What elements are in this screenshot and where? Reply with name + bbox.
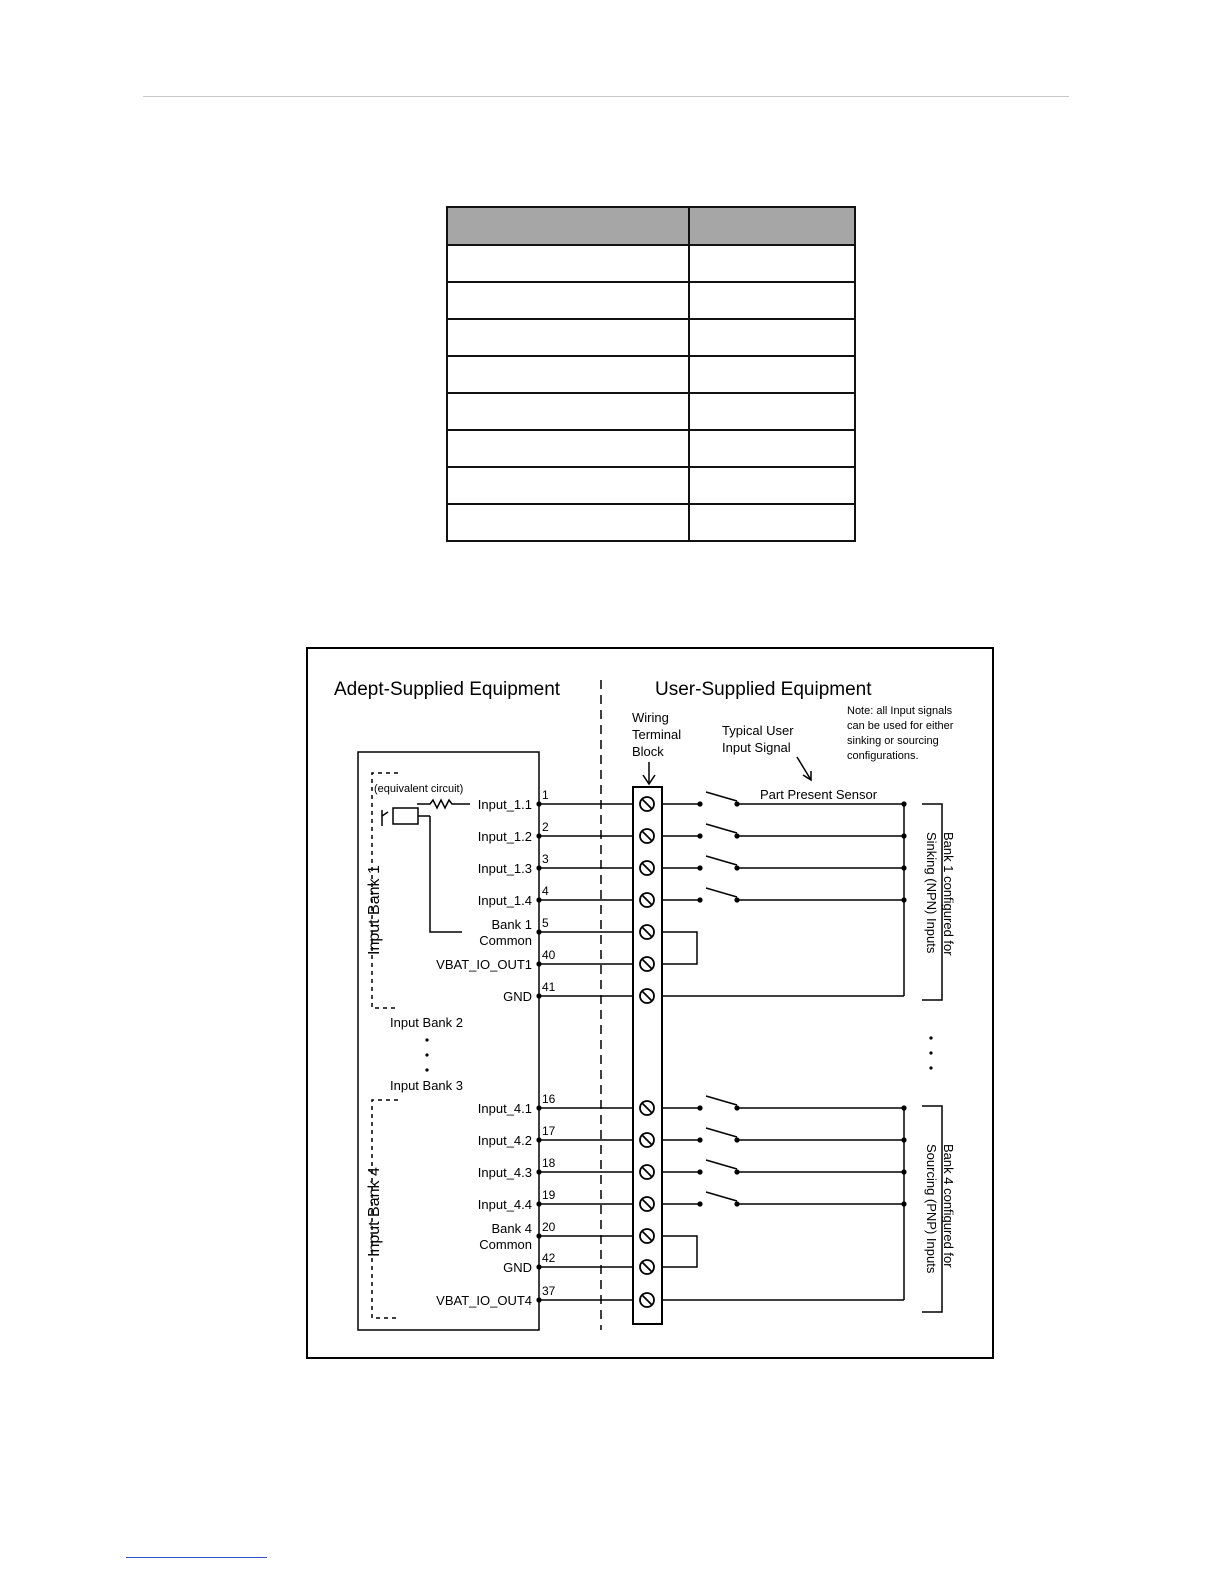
bank1-config-line1: Bank 1 configured for bbox=[941, 832, 956, 956]
switch-contact-dot bbox=[697, 1169, 702, 1174]
bank4-pin-number: 20 bbox=[542, 1220, 556, 1234]
bank4-signal-label: Input_4.2 bbox=[477, 1133, 532, 1148]
connection-dot bbox=[536, 1105, 541, 1110]
switch-contact-dot bbox=[734, 1169, 739, 1174]
connection-dot bbox=[536, 961, 541, 966]
ellipsis-dot bbox=[929, 1036, 932, 1039]
bank1-pin-number: 1 bbox=[542, 788, 549, 802]
bank4-jumper bbox=[662, 1236, 697, 1267]
bank4-config-line1: Bank 4 configured for bbox=[941, 1144, 956, 1268]
bank1-signal-label: Bank 1 bbox=[491, 917, 532, 932]
bank4-pin-number: 16 bbox=[542, 1092, 556, 1106]
switch-contact-dot bbox=[734, 833, 739, 838]
switch-lever-icon bbox=[706, 1096, 737, 1105]
terminal-label-line3: Block bbox=[632, 744, 664, 759]
bank3-text: Input Bank 3 bbox=[390, 1078, 463, 1093]
terminal-label-line1: Wiring bbox=[632, 710, 669, 725]
connection-dot bbox=[536, 833, 541, 838]
bank4-signal-label: GND bbox=[503, 1260, 532, 1275]
connection-dot bbox=[536, 1169, 541, 1174]
bank4-signal-label: Input_4.3 bbox=[477, 1165, 532, 1180]
switch-contact-dot bbox=[697, 833, 702, 838]
switch-lever-icon bbox=[706, 824, 737, 833]
bank4-pin-number: 42 bbox=[542, 1251, 556, 1265]
switch-contact-dot bbox=[697, 865, 702, 870]
switch-lever-icon bbox=[706, 1160, 737, 1169]
switch-contact-dot bbox=[697, 1105, 702, 1110]
bank1-pin-number: 40 bbox=[542, 948, 556, 962]
bank4-pin-number: 37 bbox=[542, 1284, 556, 1298]
bank1-pin-number: 3 bbox=[542, 852, 549, 866]
ellipsis-dot bbox=[425, 1053, 428, 1056]
rail-junction-dot bbox=[901, 1137, 906, 1142]
bank4-pin-number: 17 bbox=[542, 1124, 556, 1138]
rail-junction-dot bbox=[901, 1201, 906, 1206]
bank4-signal-label: Input_4.4 bbox=[477, 1197, 532, 1212]
note-line1: Note: all Input signals bbox=[847, 705, 953, 717]
typical-label-line2: Input Signal bbox=[722, 740, 791, 755]
bank1-signal-label: VBAT_IO_OUT1 bbox=[436, 957, 532, 972]
bank1-config-line2: Sinking (NPN) Inputs bbox=[924, 832, 939, 954]
switch-contact-dot bbox=[697, 801, 702, 806]
connection-dot bbox=[536, 1297, 541, 1302]
ellipsis-dot bbox=[425, 1038, 428, 1041]
note-line3: sinking or sourcing bbox=[847, 735, 939, 747]
rail-junction-dot bbox=[901, 1105, 906, 1110]
switch-lever-icon bbox=[706, 888, 737, 897]
bank4-signal-label: Common bbox=[479, 1237, 532, 1252]
connection-dot bbox=[536, 897, 541, 902]
connection-dot bbox=[536, 1137, 541, 1142]
title-user: User-Supplied Equipment bbox=[655, 679, 872, 700]
switch-lever-icon bbox=[706, 792, 737, 801]
switch-lever-icon bbox=[706, 1128, 737, 1137]
switch-contact-dot bbox=[734, 897, 739, 902]
terminal-label-line2: Terminal bbox=[632, 727, 682, 742]
bank4-signal-label: VBAT_IO_OUT4 bbox=[436, 1293, 532, 1308]
switch-contact-dot bbox=[734, 1105, 739, 1110]
connection-dot bbox=[536, 929, 541, 934]
sensor-label: Part Present Sensor bbox=[760, 787, 878, 802]
switch-contact-dot bbox=[697, 1201, 702, 1206]
switch-contact-dot bbox=[734, 1137, 739, 1142]
bank1-pin-number: 2 bbox=[542, 820, 549, 834]
ellipsis-dot bbox=[929, 1066, 932, 1069]
bank1-jumper bbox=[662, 932, 697, 964]
bank1-signal-label: Input_1.2 bbox=[477, 829, 532, 844]
connection-dot bbox=[536, 1201, 541, 1206]
connection-dot bbox=[536, 1233, 541, 1238]
signal-arrow bbox=[797, 757, 811, 780]
connection-dot bbox=[536, 993, 541, 998]
resistor-symbol bbox=[417, 800, 470, 808]
switch-contact-dot bbox=[734, 865, 739, 870]
title-adept: Adept-Supplied Equipment bbox=[334, 679, 561, 700]
footer-link-rule bbox=[126, 1557, 267, 1558]
typical-label-line1: Typical User bbox=[722, 723, 794, 738]
bank4-signal-label: Bank 4 bbox=[491, 1221, 532, 1236]
switch-contact-dot bbox=[734, 1201, 739, 1206]
bank4-config-line2: Sourcing (PNP) Inputs bbox=[924, 1144, 939, 1274]
transistor-lead bbox=[382, 812, 388, 816]
bank1-signal-label: GND bbox=[503, 989, 532, 1004]
equivalent-circuit-label: (equivalent circuit) bbox=[374, 783, 464, 795]
bank1-pin-number: 4 bbox=[542, 884, 549, 898]
connection-dot bbox=[536, 865, 541, 870]
rail-junction-dot bbox=[901, 897, 906, 902]
ellipsis-dot bbox=[425, 1068, 428, 1071]
bank1-signal-label: Input_1.4 bbox=[477, 893, 532, 908]
bank4-signal-label: Input_4.1 bbox=[477, 1101, 532, 1116]
connection-dot bbox=[536, 1264, 541, 1269]
rail-junction-dot bbox=[901, 1169, 906, 1174]
bank1-signal-label: Common bbox=[479, 933, 532, 948]
bank4-pin-number: 19 bbox=[542, 1188, 556, 1202]
switch-contact-dot bbox=[734, 801, 739, 806]
bank4-vertical-label: Input Bank 4 bbox=[366, 1167, 383, 1257]
bank2-text: Input Bank 2 bbox=[390, 1015, 463, 1030]
rail-junction-dot bbox=[901, 833, 906, 838]
common-wire-down bbox=[430, 816, 462, 932]
ellipsis-dot bbox=[929, 1051, 932, 1054]
rail-junction-dot bbox=[901, 865, 906, 870]
bank1-signal-label: Input_1.1 bbox=[477, 797, 532, 812]
note-line4: configurations. bbox=[847, 750, 919, 762]
switch-contact-dot bbox=[697, 897, 702, 902]
note-line2: can be used for either bbox=[847, 720, 954, 732]
connection-dot bbox=[536, 801, 541, 806]
bank1-pin-number: 5 bbox=[542, 916, 549, 930]
bank1-signal-label: Input_1.3 bbox=[477, 861, 532, 876]
optocoupler-box bbox=[393, 808, 418, 824]
switch-contact-dot bbox=[697, 1137, 702, 1142]
bank1-vertical-label: Input Bank 1 bbox=[366, 865, 383, 955]
bank1-pin-number: 41 bbox=[542, 980, 556, 994]
switch-lever-icon bbox=[706, 856, 737, 865]
rail-junction-dot bbox=[901, 801, 906, 806]
bank4-pin-number: 18 bbox=[542, 1156, 556, 1170]
switch-lever-icon bbox=[706, 1192, 737, 1201]
